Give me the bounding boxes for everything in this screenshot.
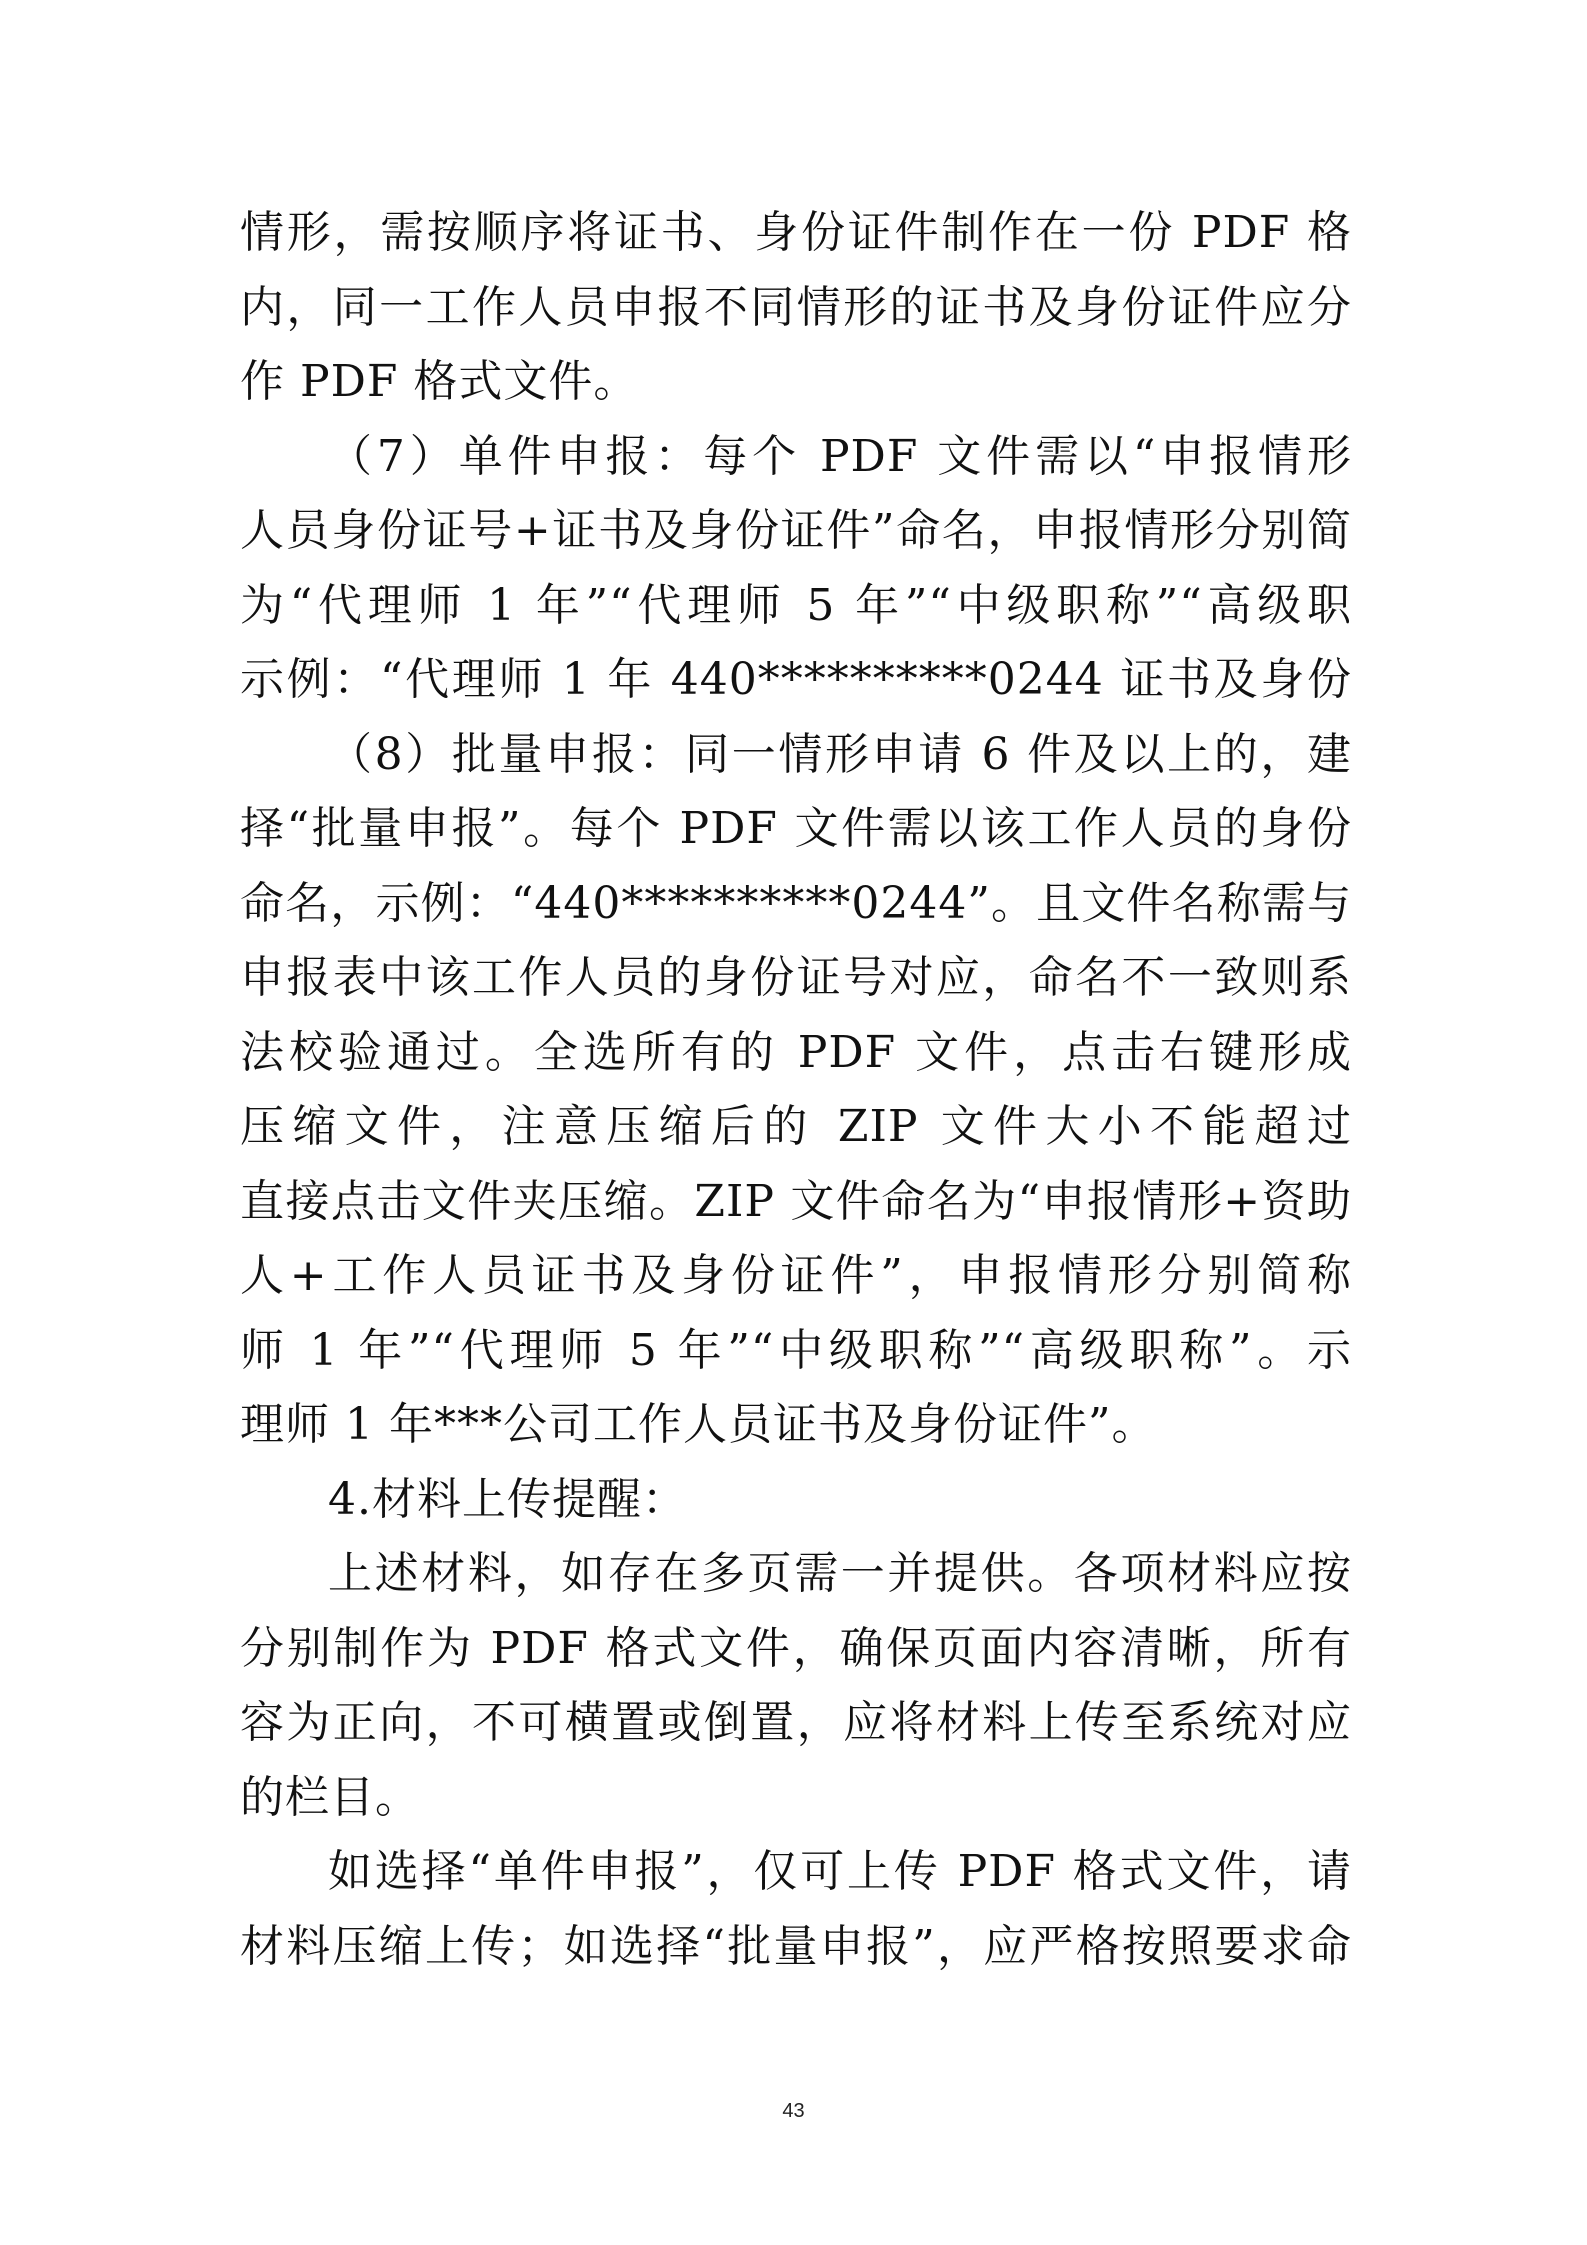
page-number: 43 bbox=[782, 2100, 805, 2122]
text-line: 示例：“代理师 1 年 440**********0244 证书及身份 bbox=[240, 654, 1352, 705]
body-text bbox=[240, 196, 1352, 1984]
text-line: 分别制作为 PDF 格式文件，确保页面内容清晰，所有 bbox=[240, 1622, 1352, 1674]
text-line: 情形，需按顺序将证书、身份证件制作在一份 PDF 格 bbox=[240, 207, 1352, 258]
text-line: 材料压缩上传；如选择“批量申报”，应严格按照要求命 bbox=[240, 1920, 1352, 1972]
text-line: 人+工作人员证书及身份证件”，申报情形分别简称 bbox=[240, 1250, 1352, 1301]
text-line: 的栏目。 bbox=[240, 1771, 420, 1823]
text-line: 为“代理师 1 年”“代理师 5 年”“中级职称”“高级职 bbox=[240, 579, 1352, 631]
text-line: 法校验通过。全选所有的 PDF 文件，点击右键形成 bbox=[240, 1026, 1352, 1078]
text-line: 压缩文件，注意压缩后的 ZIP 文件大小不能超过 bbox=[240, 1101, 1352, 1152]
paragraph-7-heading-line: （7）单件申报：每个 PDF 文件需以“申报情形 bbox=[328, 430, 1352, 482]
section-4-heading: 4.材料上传提醒： bbox=[328, 1473, 687, 1525]
paragraph-8-heading-line: （8）批量申报：同一情形申请 6 件及以上的，建 bbox=[328, 728, 1352, 780]
text-line: 直接点击文件夹压缩。ZIP 文件命名为“申报情形+资助 bbox=[240, 1175, 1352, 1227]
text-line: 师 1 年”“代理师 5 年”“中级职称”“高级职称”。示 bbox=[240, 1324, 1352, 1376]
text-line: 人员身份证号+证书及身份证件”命名，申报情形分别简 bbox=[240, 505, 1352, 556]
text-line: 如选择“单件申报”，仅可上传 PDF 格式文件，请 bbox=[328, 1846, 1352, 1897]
text-line: 内，同一工作人员申报不同情形的证书及身份证件应分 bbox=[240, 281, 1352, 333]
text-line: 择“批量申报”。每个 PDF 文件需以该工作人员的身份 bbox=[240, 803, 1352, 854]
text-line: 容为正向，不可横置或倒置，应将材料上传至系统对应 bbox=[240, 1697, 1352, 1748]
text-line: 作 PDF 格式文件。 bbox=[240, 356, 639, 407]
text-line: 理师 1 年***公司工作人员证书及身份证件”。 bbox=[240, 1399, 1157, 1450]
text-line: 上述材料，如存在多页需一并提供。各项材料应按 bbox=[328, 1548, 1352, 1599]
text-line: 命名，示例：“440**********0244”。且文件名称需与 bbox=[240, 877, 1352, 929]
text-line: 申报表中该工作人员的身份证号对应，命名不一致则系 bbox=[240, 952, 1352, 1003]
